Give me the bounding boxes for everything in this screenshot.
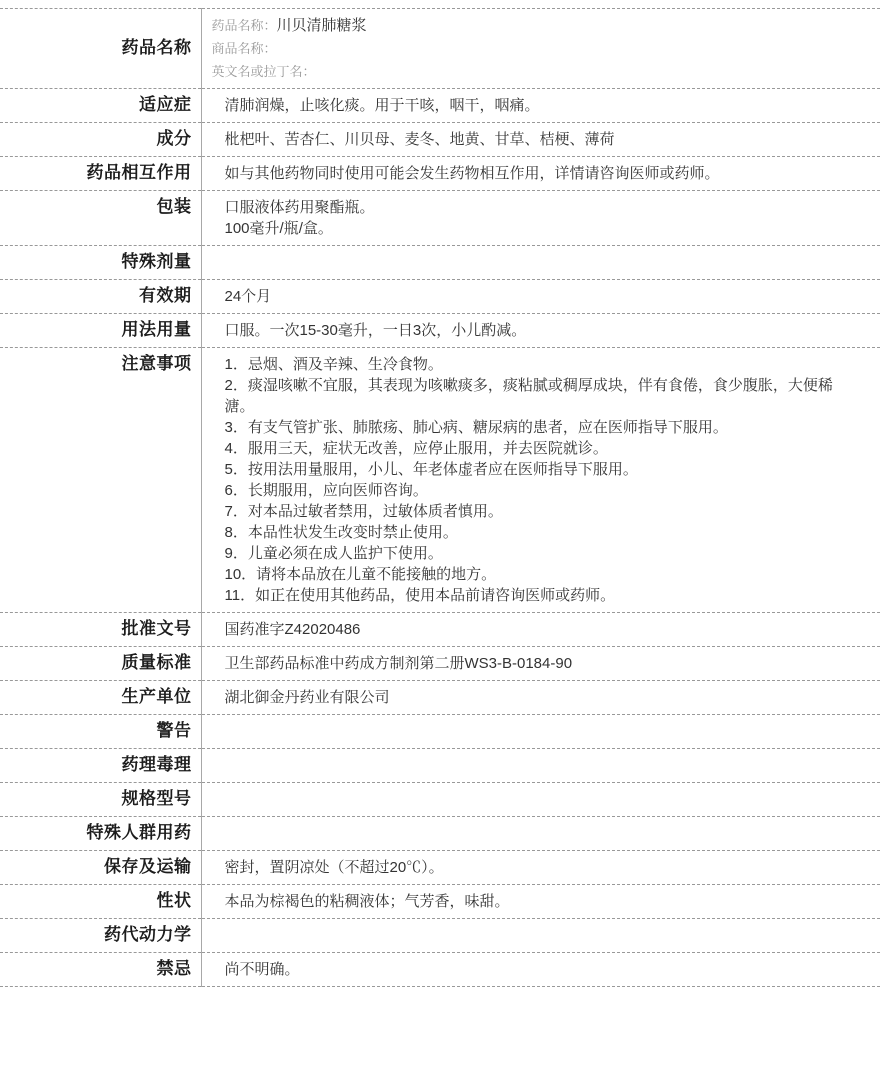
value-line: 5．按用法用量服用，小儿、年老体虚者应在医师指导下服用。 — [224, 461, 638, 478]
row-value — [201, 348, 880, 613]
value-line: 7．对本品过敏者禁用，过敏体质者慎用。 — [224, 503, 503, 520]
table-row — [0, 280, 880, 314]
field-sublabel: 药品名称： — [211, 18, 277, 33]
table-row — [0, 851, 880, 885]
row-value: 湖北御金丹药业有限公司 — [201, 681, 880, 715]
row-label: 生产单位 — [0, 681, 201, 715]
row-label: 规格型号 — [0, 783, 201, 817]
value-line: 9．儿童必须在成人监护下使用。 — [224, 545, 443, 562]
table-row — [0, 246, 880, 280]
value-line: 3．有支气管扩张、肺脓疡、肺心病、糖尿病的患者，应在医师指导下服用。 — [224, 419, 728, 436]
table-row — [0, 681, 880, 715]
table-row — [0, 817, 880, 851]
row-label: 警告 — [0, 715, 201, 749]
table-row — [0, 919, 880, 953]
row-label: 性状 — [0, 885, 201, 919]
row-value: 清肺润燥，止咳化痰。用于干咳，咽干，咽痛。 — [201, 89, 880, 123]
row-value — [201, 749, 880, 783]
row-value: 密封，置阴凉处（不超过20℃）。 — [201, 851, 880, 885]
row-value — [201, 919, 880, 953]
table-row — [0, 9, 880, 89]
value-line: 1．忌烟、酒及辛辣、生冷食物。 — [224, 356, 443, 373]
row-value: 24个月 — [201, 280, 880, 314]
row-label: 药品名称 — [0, 9, 201, 89]
row-label: 特殊剂量 — [0, 246, 201, 280]
row-label: 成分 — [0, 123, 201, 157]
value-line: 2．痰湿咳嗽不宜服，其表现为咳嗽痰多，痰粘腻或稠厚成块，伴有食倦，食少腹胀，大便稀溏。 — [224, 377, 833, 415]
row-label: 特殊人群用药 — [0, 817, 201, 851]
row-label: 禁忌 — [0, 953, 201, 987]
field-sublabel: 英文名或拉丁名： — [211, 64, 316, 79]
table-row — [0, 157, 880, 191]
row-label: 有效期 — [0, 280, 201, 314]
field-value: 川贝清肺糖浆 — [276, 17, 367, 34]
table-row — [0, 123, 880, 157]
name-field-line — [212, 37, 871, 60]
row-label: 包装 — [0, 191, 201, 246]
table-row — [0, 613, 880, 647]
row-label: 药品相互作用 — [0, 157, 201, 191]
table-row — [0, 783, 880, 817]
value-line: 口服液体药用聚酯瓶。 — [224, 199, 375, 216]
row-value — [201, 9, 880, 89]
field-sublabel: 商品名称： — [211, 41, 277, 56]
row-value: 口服。一次15-30毫升，一日3次，小儿酌减。 — [201, 314, 880, 348]
table-row — [0, 953, 880, 987]
table-row — [0, 348, 880, 613]
drug-info-table — [0, 8, 880, 987]
row-value: 枇杷叶、苦杏仁、川贝母、麦冬、地黄、甘草、桔梗、薄荷 — [201, 123, 880, 157]
name-field-line — [212, 60, 871, 83]
table-row — [0, 89, 880, 123]
row-value — [201, 783, 880, 817]
table-row — [0, 885, 880, 919]
row-label: 批准文号 — [0, 613, 201, 647]
value-line: 11．如正在使用其他药品，使用本品前请咨询医师或药师。 — [224, 587, 616, 604]
row-label: 保存及运输 — [0, 851, 201, 885]
table-row — [0, 715, 880, 749]
table-row — [0, 647, 880, 681]
value-line: 8．本品性状发生改变时禁止使用。 — [224, 524, 458, 541]
row-label: 注意事项 — [0, 348, 201, 613]
value-line: 4．服用三天，症状无改善，应停止服用，并去医院就诊。 — [224, 440, 608, 457]
row-value: 如与其他药物同时使用可能会发生药物相互作用，详情请咨询医师或药师。 — [201, 157, 880, 191]
row-label: 质量标准 — [0, 647, 201, 681]
row-label: 药理毒理 — [0, 749, 201, 783]
value-line: 100毫升/瓶/盒。 — [224, 220, 333, 237]
row-value — [201, 191, 880, 246]
table-row — [0, 749, 880, 783]
row-value: 国药准字Z42020486 — [201, 613, 880, 647]
row-value — [201, 246, 880, 280]
row-value: 本品为棕褐色的粘稠液体；气芳香，味甜。 — [201, 885, 880, 919]
row-value — [201, 817, 880, 851]
row-label: 药代动力学 — [0, 919, 201, 953]
drug-info-table-body — [0, 9, 880, 987]
row-value: 尚不明确。 — [201, 953, 880, 987]
value-line: 6．长期服用，应向医师咨询。 — [224, 482, 428, 499]
table-row — [0, 314, 880, 348]
row-value: 卫生部药品标准中药成方制剂第二册WS3-B-0184-90 — [201, 647, 880, 681]
row-value — [201, 715, 880, 749]
value-line: 10．请将本品放在儿童不能接触的地方。 — [224, 566, 497, 583]
name-field-line — [212, 14, 871, 37]
row-label: 用法用量 — [0, 314, 201, 348]
table-row — [0, 191, 880, 246]
row-label: 适应症 — [0, 89, 201, 123]
